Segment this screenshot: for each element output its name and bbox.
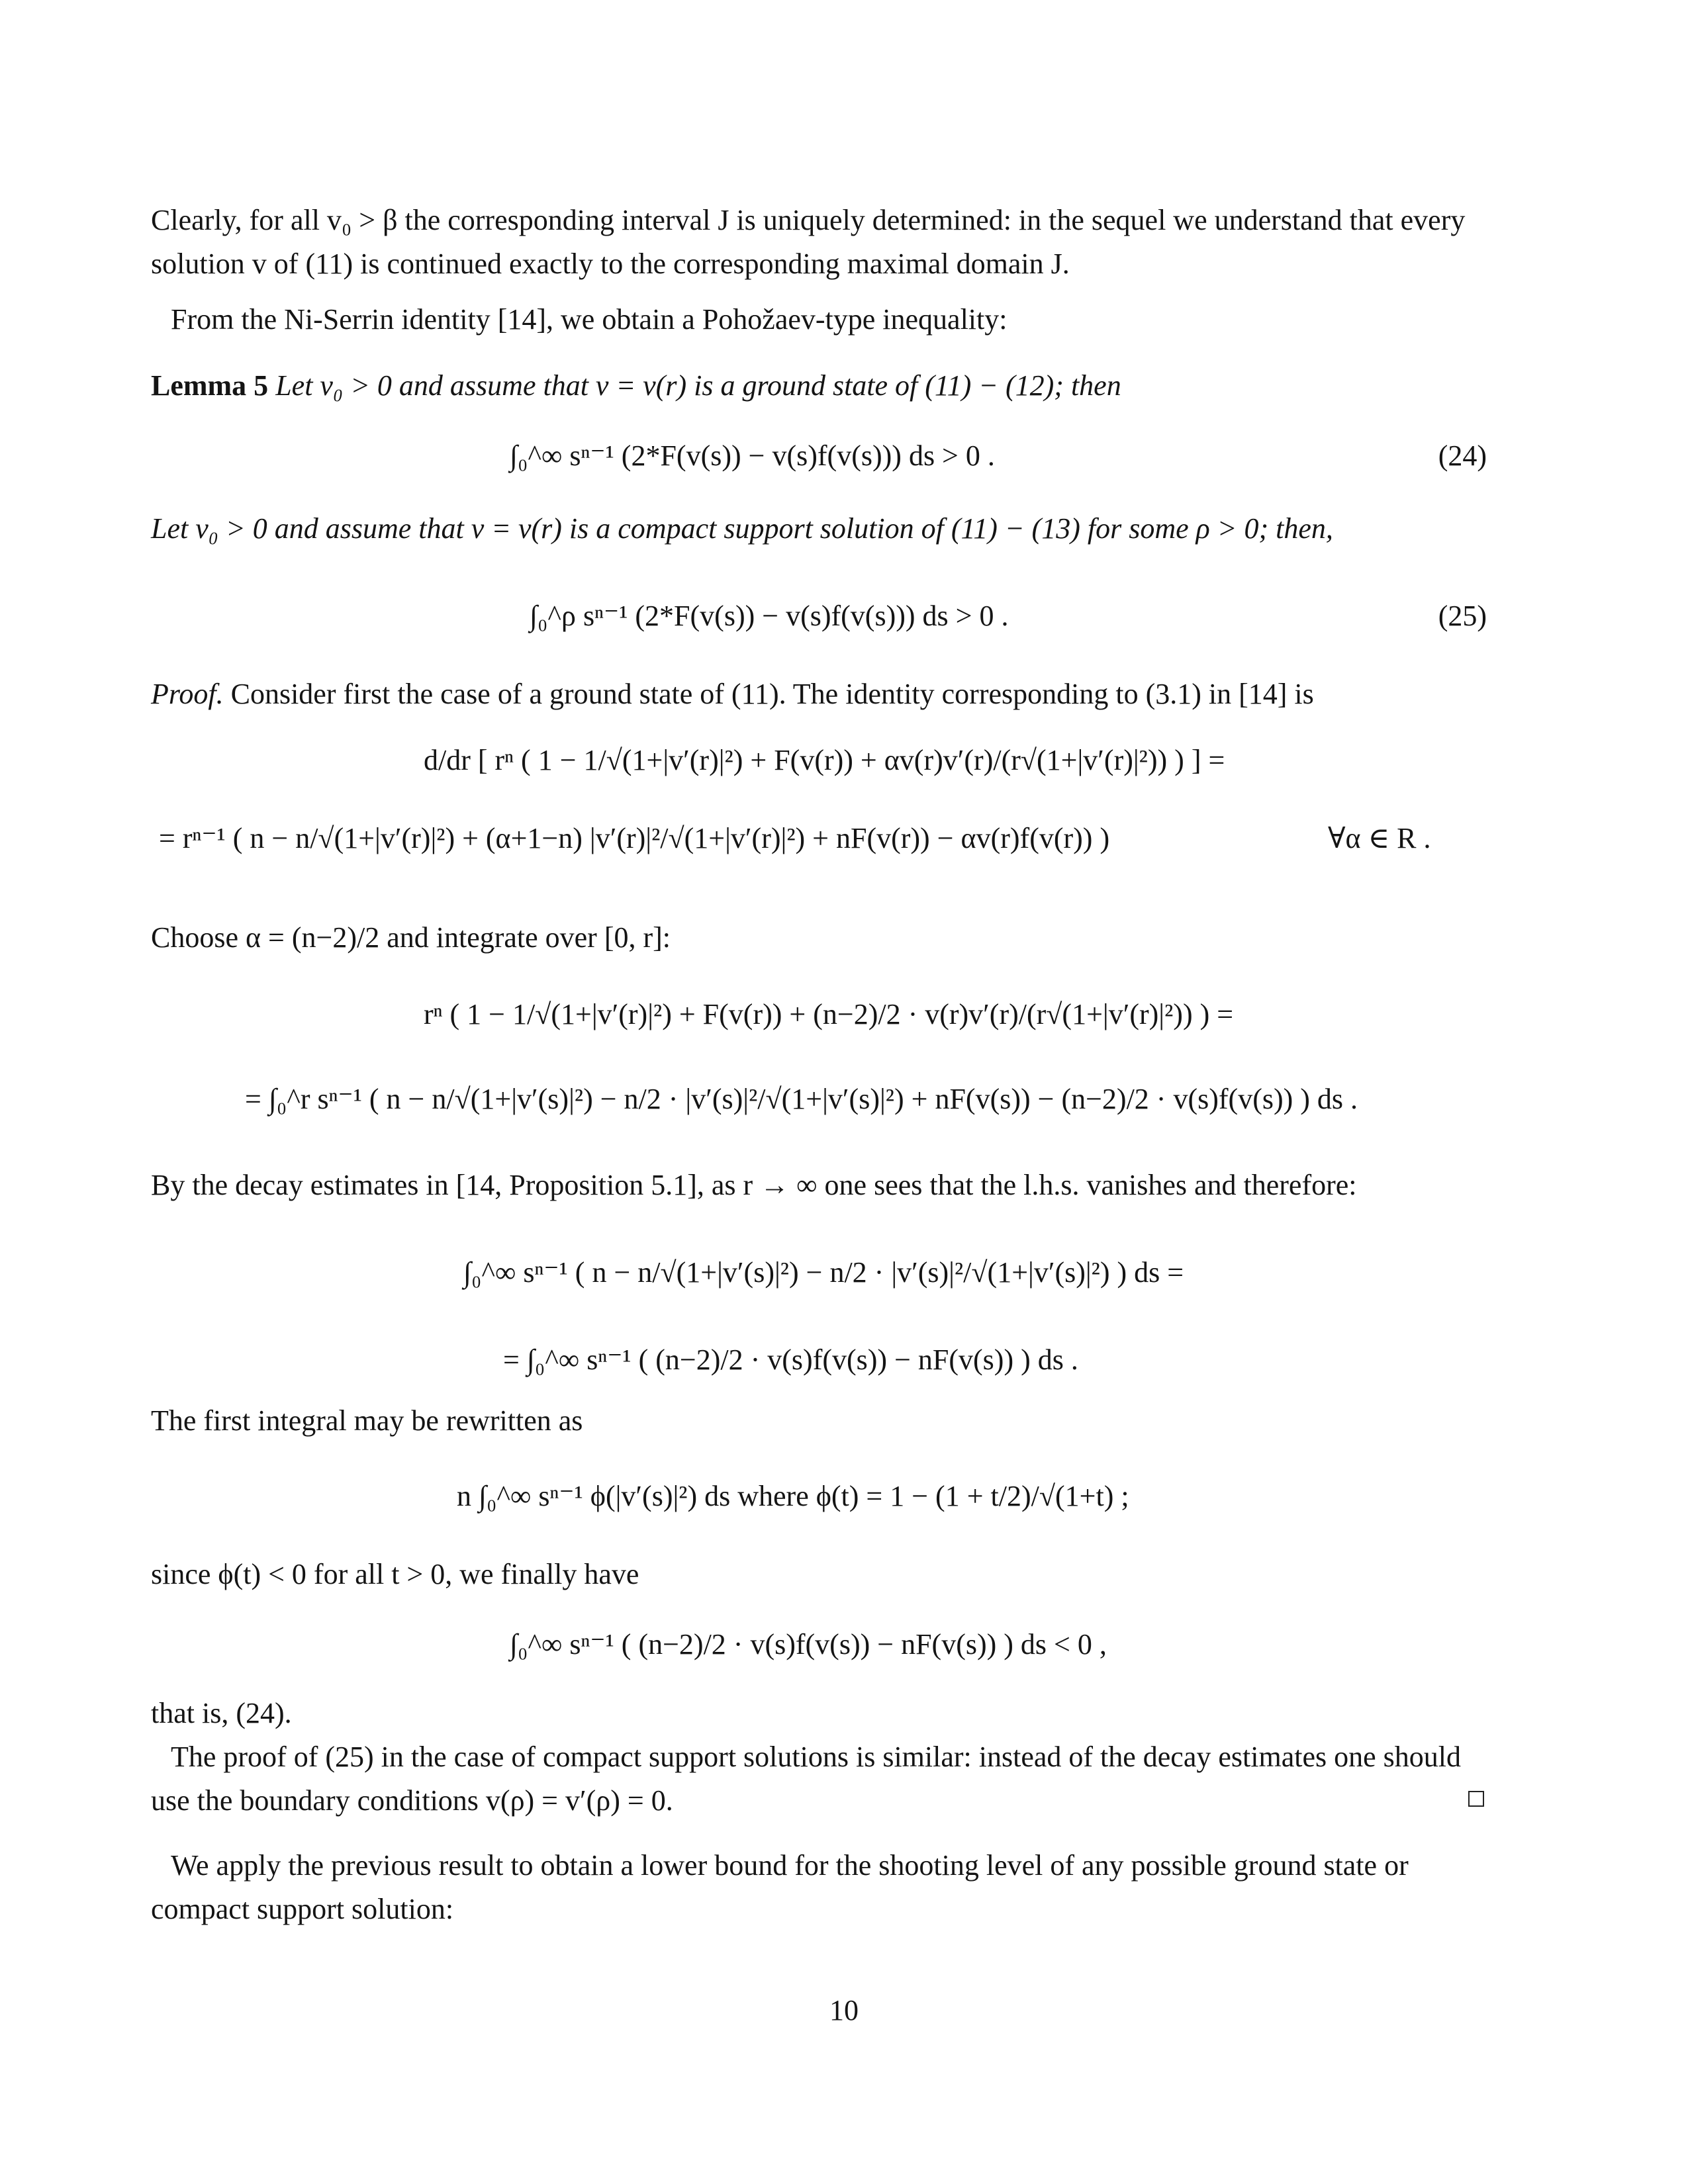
proof-text: Consider first the case of a ground state of (11). The identity corresponding to (3.1) in [14] is	[230, 678, 1314, 710]
equation-number-24: (24)	[1438, 439, 1487, 472]
lemma-statement-compact: Let v₀ > 0 and assume that v = v(r) is a compact support solution of (11) − (13) for some ρ > 0; then,	[151, 512, 1333, 545]
final-inequality: ∫₀^∞ sⁿ⁻¹ ( (n−2)/2 · v(s)f(v(s)) − nF(v(s)) ) ds < 0 ,	[510, 1628, 1107, 1661]
limit-lhs: ∫₀^∞ sⁿ⁻¹ ( n − n/√(1+|v′(s)|²) − n/2 · |v′(s)|²/√(1+|v′(s)|²) ) ds =	[463, 1256, 1184, 1289]
choose-alpha-text: Choose α = (n−2)/2 and integrate over [0, r]:	[151, 921, 671, 954]
equation-24: ∫₀^∞ sⁿ⁻¹ (2*F(v(s)) − v(s)f(v(s))) ds > 0 .	[510, 439, 995, 472]
identity-forall: ∀α ∈ R .	[1328, 822, 1431, 854]
qed-square-icon	[1468, 1791, 1484, 1807]
rewrite-paragraph: The first integral may be rewritten as	[151, 1404, 583, 1437]
decay-paragraph: By the decay estimates in [14, Proposition 5.1], as r → ∞ one sees that the l.h.s. vanishes and therefore:	[151, 1169, 1357, 1201]
page-number: 10	[829, 1994, 859, 2026]
equation-number-25: (25)	[1438, 600, 1487, 632]
identity-rhs: = rⁿ⁻¹ ( n − n/√(1+|v′(r)|²) + (α+1−n) |v′(r)|²/√(1+|v′(r)|²) + nF(v(r)) − αv(r)f(v(r)) )	[159, 822, 1110, 854]
lemma-text: Let v₀ > 0 and assume that v = v(r) is a ground state of (11) − (12); then	[275, 369, 1121, 402]
paragraph-interval-J: Clearly, for all v₀ > β the corresponding interval J is uniquely determined: in the sequel we understand that every solution v of (11) is continued exactly to the corresponding maximal domain J.	[151, 204, 1466, 280]
that-is-text: that is, (24).	[151, 1697, 292, 1729]
compact-proof-paragraph: The proof of (25) in the case of compact support solutions is similar: instead of the decay estimates one should use the boundary conditions v(ρ) = v′(ρ) = 0.	[151, 1741, 1461, 1817]
proof-paragraph	[151, 672, 1487, 716]
limit-rhs: = ∫₀^∞ sⁿ⁻¹ ( (n−2)/2 · v(s)f(v(s)) − nF(v(s)) ) ds .	[503, 1343, 1078, 1376]
identity-lhs: d/dr [ rⁿ ( 1 − 1/√(1+|v′(r)|²) + F(v(r)) + αv(r)v′(r)/(r√(1+|v′(r)|²)) ) ] =	[424, 744, 1225, 776]
equation-25: ∫₀^ρ sⁿ⁻¹ (2*F(v(s)) − v(s)f(v(s))) ds > 0 .	[530, 600, 1009, 632]
since-paragraph: since ϕ(t) < 0 for all t > 0, we finally have	[151, 1558, 639, 1590]
paragraph-ni-serrin: From the Ni-Serrin identity [14], we obtain a Pohožaev-type inequality:	[171, 303, 1008, 336]
lemma-statement	[151, 364, 1487, 408]
proof-label: Proof.	[151, 678, 224, 710]
apply-result-paragraph: We apply the previous result to obtain a lower bound for the shooting level of any possible ground state or compact support solution:	[151, 1849, 1409, 1925]
integrated-lhs: rⁿ ( 1 − 1/√(1+|v′(r)|²) + F(v(r)) + (n−2)/2 · v(r)v′(r)/(r√(1+|v′(r)|²)) ) =	[424, 998, 1234, 1030]
rewrite-equation: n ∫₀^∞ sⁿ⁻¹ ϕ(|v′(s)|²) ds where ϕ(t) = 1 − (1 + t/2)/√(1+t) ;	[457, 1480, 1129, 1512]
integrated-rhs: = ∫₀^r sⁿ⁻¹ ( n − n/√(1+|v′(s)|²) − n/2 · |v′(s)|²/√(1+|v′(s)|²) + nF(v(s)) − (n−2)/2 · v(s)f(v(s)) ) ds .	[245, 1083, 1358, 1115]
lemma-label: Lemma 5	[151, 369, 269, 402]
